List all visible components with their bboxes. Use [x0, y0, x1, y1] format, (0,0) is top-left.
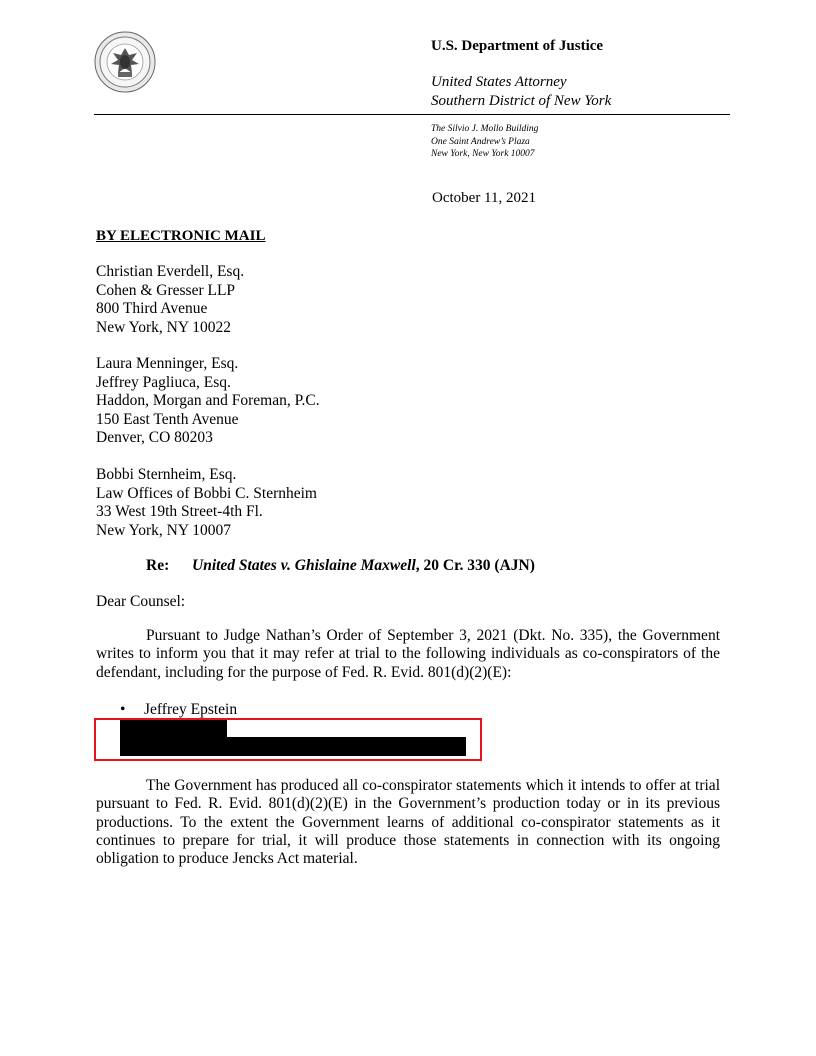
case-docket: , 20 Cr. 330 (AJN) [415, 557, 535, 574]
paragraph-text: Pursuant to Judge Nathan’s Order of September 3, 2021 (Dkt. No. 335), the Government writes to inform you that it may refer at trial to the following individuals as co-conspirators of the defendant, including for the purpose of Fed. R. Evid. 801(d)(2)(E): [96, 627, 720, 681]
department-name: U.S. Department of Justice [431, 38, 604, 54]
re-line [146, 557, 535, 575]
co-conspirator-item [120, 701, 237, 719]
paragraph-text: The Government has produced all co-conspirator statements which it intends to offer at trial pursuant to Fed. R. Evid. 801(d)(2)(E) in the Government’s production today or in its previous productions. To the extent the Government learns of additional co-conspirator statements as it continues to prepare for trial, it will produce those statements in connection with its ongoing obligation to produce Jencks Act material. [96, 777, 720, 868]
body-paragraph-1 [96, 627, 720, 682]
re-label: Re: [146, 557, 170, 574]
letterhead-divider [94, 114, 730, 115]
recipient-block-3 [96, 466, 317, 540]
address-line-3: New York, New York 10007 [431, 149, 535, 159]
redaction-highlight-box [94, 718, 482, 761]
office-line-2: Southern District of New York [431, 93, 612, 109]
recipient-line: Denver, CO 80203 [96, 429, 213, 446]
office-line-1: United States Attorney [431, 74, 567, 90]
recipient-block-2 [96, 355, 320, 448]
recipient-block-1 [96, 263, 244, 337]
delivery-method: BY ELECTRONIC MAIL [96, 228, 266, 244]
office-name [431, 73, 611, 111]
recipient-line: Jeffrey Pagliuca, Esq. [96, 373, 231, 391]
recipient-line: Christian Everdell, Esq. [96, 263, 245, 280]
letter-date: October 11, 2021 [432, 190, 537, 206]
case-caption: United States v. Ghislaine Maxwell [192, 557, 416, 574]
doj-seal-icon [94, 31, 156, 93]
address-line-1: The Silvio J. Mollo Building [431, 124, 539, 134]
recipient-line: 33 West 19th Street-4th Fl. [96, 503, 263, 520]
recipient-line: Law Offices of Bobbi C. Sternheim [96, 484, 317, 502]
recipient-line: Cohen & Gresser LLP [96, 281, 236, 299]
co-conspirator-name: Jeffrey Epstein [144, 701, 238, 718]
recipient-line: 800 Third Avenue [96, 300, 208, 317]
recipient-line: New York, NY 10007 [96, 521, 232, 539]
recipient-line: Laura Menninger, Esq. [96, 355, 239, 372]
address-line-2: One Saint Andrew’s Plaza [431, 136, 530, 147]
recipient-line: Haddon, Morgan and Foreman, P.C. [96, 392, 320, 409]
recipient-line: New York, NY 10022 [96, 318, 232, 336]
bullet-glyph: • [120, 701, 126, 718]
recipient-line: 150 East Tenth Avenue [96, 410, 239, 428]
office-address [431, 123, 538, 161]
body-paragraph-2 [96, 777, 720, 868]
recipient-line: Bobbi Sternheim, Esq. [96, 466, 237, 483]
salutation: Dear Counsel: [96, 593, 186, 610]
